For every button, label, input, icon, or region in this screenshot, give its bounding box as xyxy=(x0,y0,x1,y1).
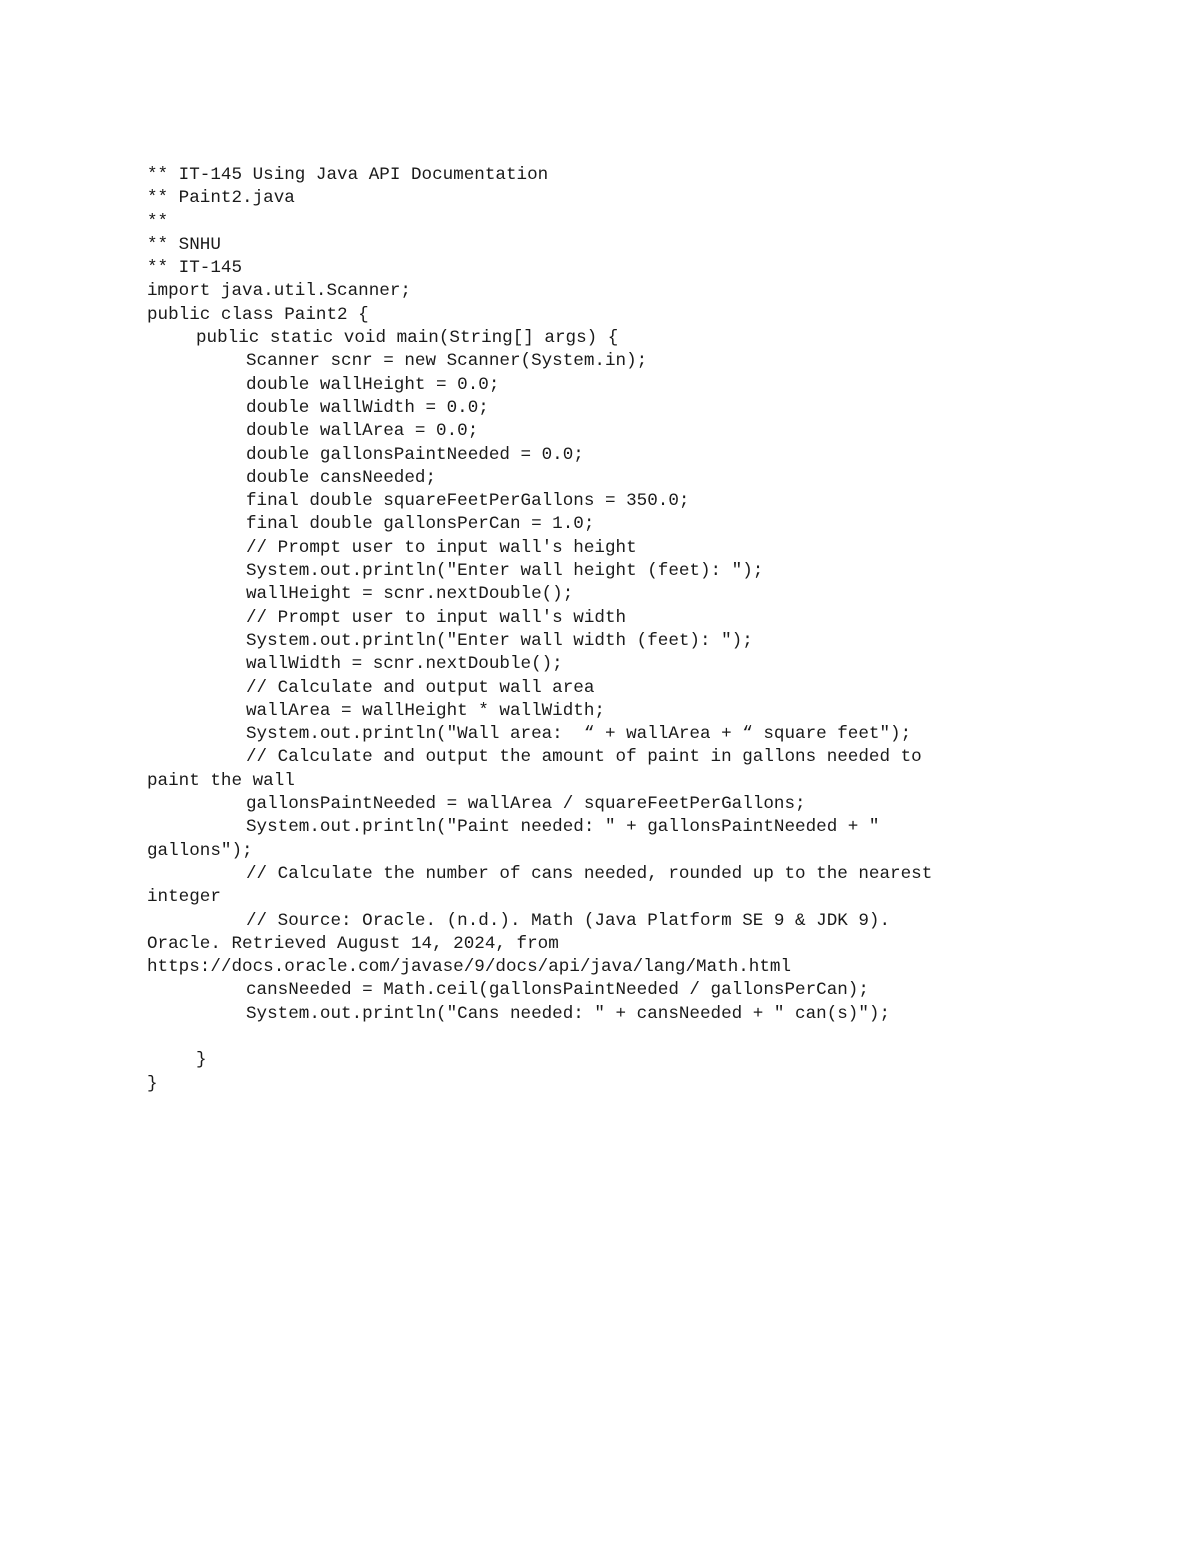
code-line-wrapped: paint the wall xyxy=(147,770,295,791)
code-line: gallonsPaintNeeded = wallArea / squareFeetPerGallons; xyxy=(246,794,806,815)
code-line-comment: // Prompt user to input wall's width xyxy=(246,607,627,628)
code-line-wrapped: integer xyxy=(147,887,221,908)
code-line: double wallWidth = 0.0; xyxy=(246,397,489,418)
code-line-header-filename: ** Paint2.java xyxy=(147,188,295,209)
code-line-close-main: } xyxy=(196,1050,207,1071)
code-line-class-decl: public class Paint2 { xyxy=(147,304,369,325)
code-line-wrapped: gallons"); xyxy=(147,840,253,861)
code-line: cansNeeded = Math.ceil(gallonsPaintNeeded / gallonsPerCan); xyxy=(246,980,869,1001)
code-line: wallHeight = scnr.nextDouble(); xyxy=(246,584,574,605)
code-line: double cansNeeded; xyxy=(246,467,437,488)
code-line-comment: // Prompt user to input wall's height xyxy=(246,537,637,558)
code-line: final double gallonsPerCan = 1.0; xyxy=(246,514,595,535)
code-line-source-url: https://docs.oracle.com/javase/9/docs/api/java/lang/Math.html xyxy=(147,957,792,978)
code-line-main-decl: public static void main(String[] args) { xyxy=(196,328,619,349)
code-line-import: import java.util.Scanner; xyxy=(147,281,411,302)
code-line-header-school: ** SNHU xyxy=(147,234,221,255)
code-line-comment-source: // Source: Oracle. (n.d.). Math (Java Platform SE 9 & JDK 9). xyxy=(246,910,891,931)
code-line: System.out.println("Paint needed: " + gallonsPaintNeeded + " xyxy=(246,817,880,838)
code-line: System.out.println("Enter wall height (feet): "); xyxy=(246,561,764,582)
code-line: System.out.println("Cans needed: " + cansNeeded + " can(s)"); xyxy=(246,1003,891,1024)
code-line-header-course: ** IT-145 xyxy=(147,258,243,279)
code-line: final double squareFeetPerGallons = 350.0; xyxy=(246,491,690,512)
code-line-header-title: ** IT-145 Using Java API Documentation xyxy=(147,165,549,185)
code-line-comment: // Calculate and output wall area xyxy=(246,677,595,698)
code-line: double wallArea = 0.0; xyxy=(246,421,479,442)
code-line-header-blank: ** xyxy=(147,211,169,232)
code-line: System.out.println("Wall area: “ + wallArea + “ square feet"); xyxy=(246,724,912,745)
code-line: wallArea = wallHeight * wallWidth; xyxy=(246,700,605,721)
code-line-close-class: } xyxy=(147,1073,158,1094)
code-line: wallWidth = scnr.nextDouble(); xyxy=(246,654,563,675)
code-line: double wallHeight = 0.0; xyxy=(246,374,500,395)
code-listing xyxy=(147,164,1107,1096)
code-line: Scanner scnr = new Scanner(System.in); xyxy=(246,351,648,372)
code-line-wrapped: Oracle. Retrieved August 14, 2024, from xyxy=(147,933,559,954)
code-line-comment: // Calculate and output the amount of paint in gallons needed to xyxy=(246,747,922,768)
code-line-comment: // Calculate the number of cans needed, rounded up to the nearest xyxy=(246,863,933,884)
code-line: System.out.println("Enter wall width (feet): "); xyxy=(246,630,753,651)
code-line-blank xyxy=(147,1026,1107,1049)
code-line: double gallonsPaintNeeded = 0.0; xyxy=(246,444,584,465)
